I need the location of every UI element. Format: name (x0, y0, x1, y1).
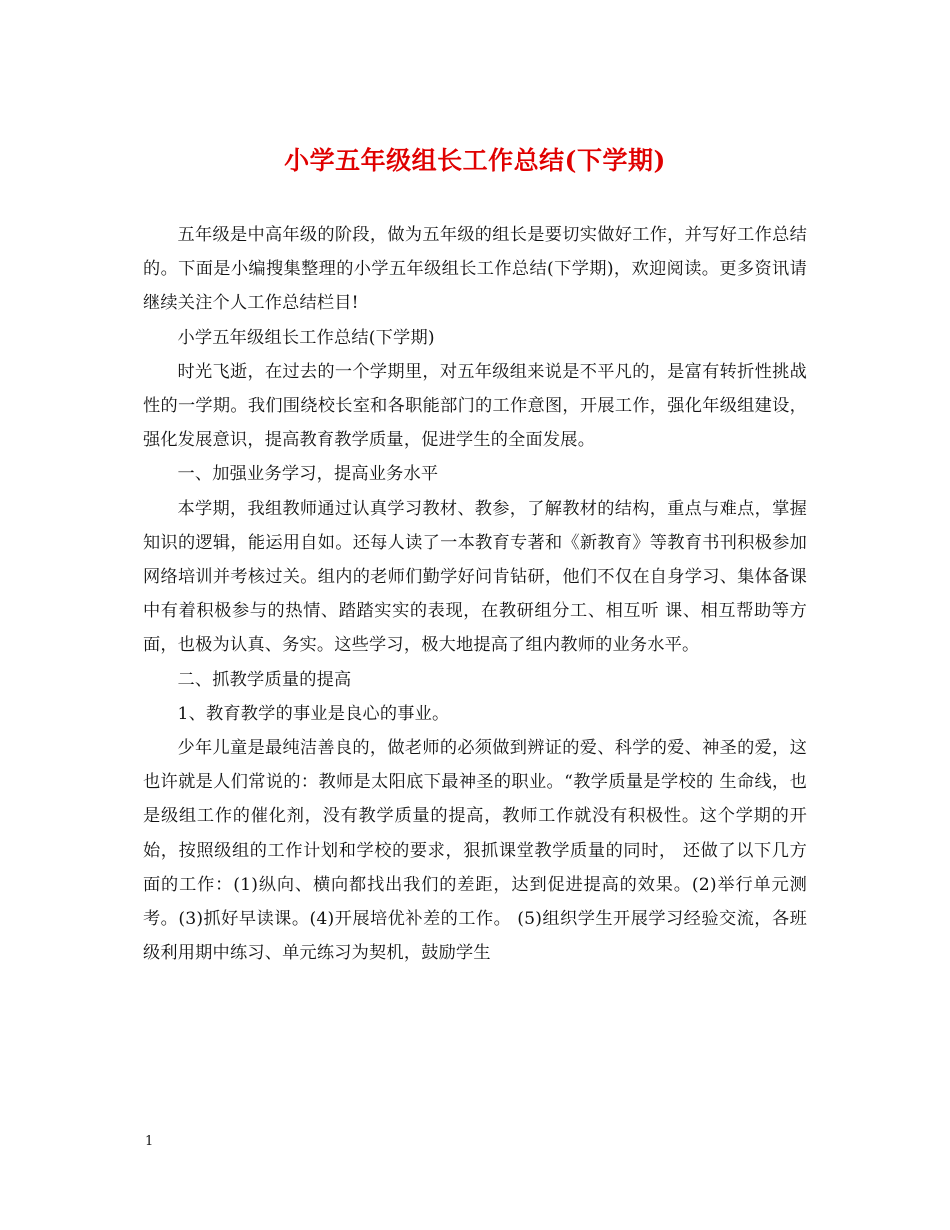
subsection-heading-1: 1、教育教学的事业是良心的事业。 (177, 703, 450, 724)
section-heading-1: 一、加强业务学习，提高业务水平 (177, 464, 439, 485)
document-title: 小学五年级组长工作总结(下学期) (284, 146, 666, 175)
paragraph-teaching-quality: 少年儿童是最纯洁善良的，做老师的必须做到辨证的爱、科学的爱、神圣的爱，这也许就是人们常说的：教师是太阳底下最神圣的职业。“教学质量是学校的 生命线，也是级组工作的催化剂，没有教学质量的提高，教师工作就没有积极性。这个学期的开始，按照级组的工作计划和学校的要求，狠抓课堂教学质量的同时， 还做了以下几方面的工作：(1)纵向、横向都找出我们的差距，达到促进提高的效果。(2)举行单元测考。(3)抓好早读课。(4)开展培优补差的工作。 (5)组织学生开展学习经验交流，各班级利用期中练习、单元练习为契机，鼓励学生 (143, 738, 807, 964)
paragraph-overview: 时光飞逝，在过去的一个学期里，对五年级组来说是不平凡的，是富有转折性挑战性的一学期。我们围绕校长室和各职能部门的工作意图，开展工作，强化年级组建设，强化发展意识，提高教育教学质量，促进学生的全面发展。 (143, 361, 807, 451)
paragraph-intro: 五年级是中高年级的阶段，做为五年级的组长是要切实做好工作，并写好工作总结的。下面是小编搜集整理的小学五年级组长工作总结(下学期)，欢迎阅读。更多资讯请继续关注个人工作总结栏目! (143, 225, 807, 314)
section-heading-2: 二、抓教学质量的提高 (177, 669, 352, 690)
paragraph-business-study: 本学期，我组教师通过认真学习教材、教参，了解教材的结构，重点与难点，掌握知识的逻辑，能运用自如。还每人读了一本教育专著和《新教育》等教育书刊积极参加网络培训并考核过关。组内的老师们勤学好问肯钻研，他们不仅在自身学习、集体备课中有着积极参与的热情、踏踏实实的表现，在教研组分工、相互听 课、相互帮助等方面，也极为认真、务实。这些学习，极大地提高了组内教师的业务水平。 (143, 498, 807, 656)
document-body (143, 218, 807, 970)
paragraph-subtitle: 小学五年级组长工作总结(下学期) (177, 327, 435, 348)
page-number: 1 (145, 1134, 154, 1149)
